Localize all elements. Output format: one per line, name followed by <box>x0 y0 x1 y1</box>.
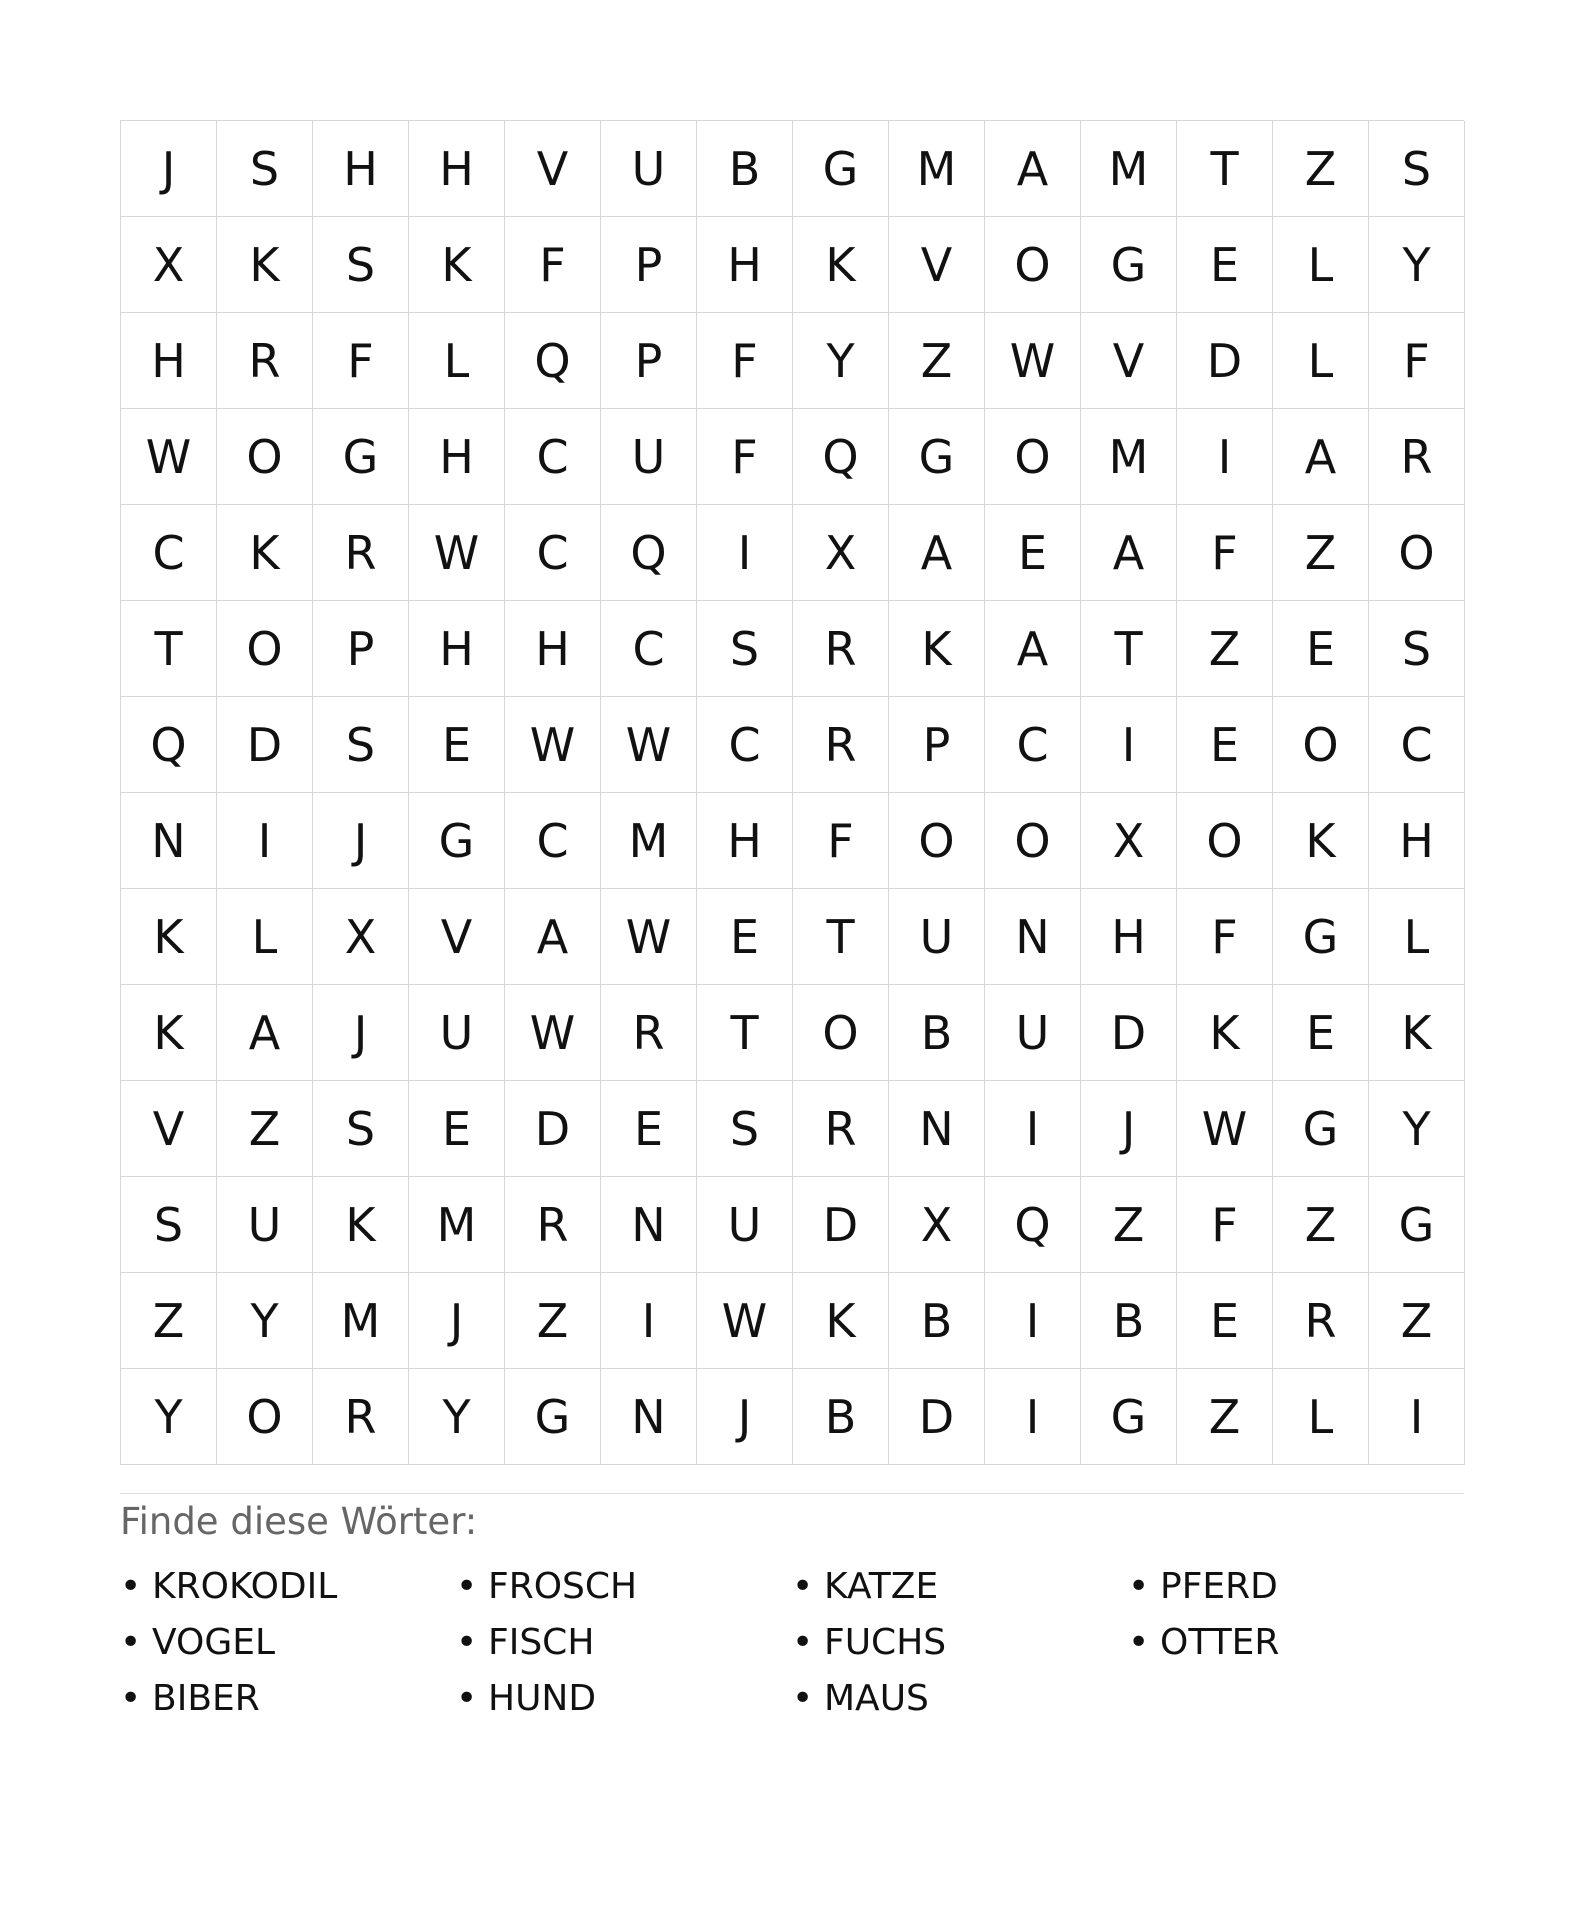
bullet: • <box>792 1621 814 1663</box>
grid-cell[interactable]: F <box>1177 505 1273 601</box>
grid-cell[interactable]: D <box>793 1177 889 1273</box>
grid-cell[interactable]: M <box>313 1273 409 1369</box>
grid-cell[interactable]: R <box>1273 1273 1369 1369</box>
grid-cell[interactable]: F <box>697 313 793 409</box>
grid-cell[interactable]: X <box>121 217 217 313</box>
grid-cell[interactable]: R <box>313 505 409 601</box>
grid-cell[interactable]: R <box>793 601 889 697</box>
grid-cell[interactable]: W <box>601 889 697 985</box>
grid-cell[interactable]: O <box>793 985 889 1081</box>
grid-cell[interactable]: R <box>793 697 889 793</box>
grid-cell[interactable]: F <box>1177 889 1273 985</box>
word-list-item <box>1128 1558 1464 1614</box>
grid-cell[interactable]: Q <box>601 505 697 601</box>
grid-cell[interactable]: O <box>217 409 313 505</box>
word-label: FISCH <box>488 1621 595 1663</box>
grid-cell[interactable]: X <box>793 505 889 601</box>
bullet: • <box>120 1677 142 1719</box>
grid-cell[interactable]: O <box>985 793 1081 889</box>
grid-cell[interactable]: O <box>985 409 1081 505</box>
word-label: OTTER <box>1160 1621 1280 1663</box>
grid-cell[interactable]: Y <box>409 1369 505 1465</box>
grid-cell[interactable]: Q <box>985 1177 1081 1273</box>
grid-cell[interactable]: I <box>217 793 313 889</box>
grid-cell[interactable]: K <box>1177 985 1273 1081</box>
grid-cell[interactable]: Y <box>793 313 889 409</box>
grid-cell[interactable]: Z <box>889 313 985 409</box>
grid-cell[interactable]: F <box>505 217 601 313</box>
grid-cell[interactable]: D <box>1081 985 1177 1081</box>
grid-cell[interactable]: L <box>217 889 313 985</box>
grid-cell[interactable]: U <box>409 985 505 1081</box>
grid-cell[interactable]: E <box>985 505 1081 601</box>
grid-cell[interactable]: Z <box>121 1273 217 1369</box>
grid-cell[interactable]: W <box>985 313 1081 409</box>
grid-cell[interactable]: K <box>793 1273 889 1369</box>
grid-cell[interactable]: J <box>697 1369 793 1465</box>
grid-cell[interactable]: H <box>409 601 505 697</box>
grid-cell[interactable]: P <box>601 313 697 409</box>
grid-cell[interactable]: I <box>601 1273 697 1369</box>
grid-cell[interactable]: X <box>1081 793 1177 889</box>
grid-cell[interactable]: D <box>1177 313 1273 409</box>
grid-cell[interactable]: K <box>121 889 217 985</box>
bullet: • <box>792 1565 814 1607</box>
grid-cell[interactable]: Y <box>121 1369 217 1465</box>
bullet: • <box>120 1565 142 1607</box>
grid-cell[interactable]: U <box>601 409 697 505</box>
grid-cell[interactable]: G <box>505 1369 601 1465</box>
grid-cell[interactable]: A <box>1081 505 1177 601</box>
grid-cell[interactable]: B <box>889 1273 985 1369</box>
grid-cell[interactable]: H <box>409 409 505 505</box>
grid-cell[interactable]: S <box>313 697 409 793</box>
grid-cell[interactable]: K <box>121 985 217 1081</box>
grid-cell[interactable]: C <box>121 505 217 601</box>
word-list-item <box>456 1558 792 1614</box>
grid-cell[interactable]: V <box>409 889 505 985</box>
grid-cell[interactable]: S <box>1369 121 1465 217</box>
grid-cell[interactable]: H <box>697 217 793 313</box>
grid-cell[interactable]: A <box>985 121 1081 217</box>
grid-cell[interactable]: Q <box>121 697 217 793</box>
word-label: KROKODIL <box>152 1565 338 1607</box>
grid-cell[interactable]: G <box>409 793 505 889</box>
grid-cell[interactable]: Y <box>1369 217 1465 313</box>
grid-cell[interactable]: O <box>889 793 985 889</box>
grid-cell[interactable]: V <box>889 217 985 313</box>
grid-cell[interactable]: R <box>217 313 313 409</box>
grid-cell[interactable]: Z <box>1273 1177 1369 1273</box>
word-list-item <box>456 1670 792 1726</box>
grid-cell[interactable]: N <box>601 1177 697 1273</box>
grid-cell[interactable]: K <box>313 1177 409 1273</box>
grid-cell[interactable]: H <box>1369 793 1465 889</box>
grid-cell[interactable]: J <box>1081 1081 1177 1177</box>
grid-cell[interactable]: G <box>1081 217 1177 313</box>
grid-cell[interactable]: G <box>889 409 985 505</box>
grid-cell[interactable]: F <box>1177 1177 1273 1273</box>
grid-cell[interactable]: B <box>889 985 985 1081</box>
grid-cell[interactable]: Z <box>1177 1369 1273 1465</box>
grid-cell[interactable]: D <box>217 697 313 793</box>
grid-cell[interactable]: F <box>697 409 793 505</box>
grid-cell[interactable]: K <box>217 505 313 601</box>
grid-cell[interactable]: K <box>793 217 889 313</box>
grid-cell[interactable]: F <box>793 793 889 889</box>
grid-cell[interactable]: I <box>1177 409 1273 505</box>
grid-cell[interactable]: C <box>601 601 697 697</box>
grid-cell[interactable]: Z <box>1177 601 1273 697</box>
grid-cell[interactable]: O <box>1369 505 1465 601</box>
grid-cell[interactable]: E <box>409 1081 505 1177</box>
word-list-item <box>120 1558 456 1614</box>
word-list-item <box>120 1670 456 1726</box>
grid-cell[interactable]: A <box>505 889 601 985</box>
grid-cell[interactable]: F <box>313 313 409 409</box>
grid-cell[interactable]: R <box>313 1369 409 1465</box>
grid-cell[interactable]: T <box>1081 601 1177 697</box>
grid-cell[interactable]: Z <box>505 1273 601 1369</box>
grid-cell[interactable]: L <box>1369 889 1465 985</box>
grid-cell[interactable]: Z <box>217 1081 313 1177</box>
word-list-item <box>456 1614 792 1670</box>
grid-cell[interactable]: H <box>1081 889 1177 985</box>
grid-cell[interactable]: T <box>121 601 217 697</box>
grid-cell[interactable]: O <box>217 601 313 697</box>
grid-cell[interactable]: G <box>313 409 409 505</box>
grid-cell[interactable]: B <box>697 121 793 217</box>
grid-cell[interactable]: C <box>1369 697 1465 793</box>
word-label: BIBER <box>152 1677 260 1719</box>
grid-cell[interactable]: W <box>121 409 217 505</box>
word-label: VOGEL <box>152 1621 276 1663</box>
grid-cell[interactable]: B <box>793 1369 889 1465</box>
grid-cell[interactable]: E <box>1273 601 1369 697</box>
word-list-item <box>792 1614 1128 1670</box>
grid-cell[interactable]: H <box>409 121 505 217</box>
word-list-heading: Finde diese Wörter: <box>120 1500 478 1543</box>
grid-cell[interactable]: M <box>889 121 985 217</box>
grid-cell[interactable]: L <box>1273 1369 1369 1465</box>
grid-cell[interactable]: Z <box>1081 1177 1177 1273</box>
grid-cell[interactable]: T <box>793 889 889 985</box>
grid-cell[interactable]: Z <box>1273 121 1369 217</box>
word-list <box>120 1558 1464 1726</box>
grid-cell[interactable]: K <box>1273 793 1369 889</box>
grid-cell[interactable]: U <box>889 889 985 985</box>
bullet: • <box>456 1677 478 1719</box>
grid-cell[interactable]: P <box>313 601 409 697</box>
grid-cell[interactable]: W <box>697 1273 793 1369</box>
word-list-item <box>792 1558 1128 1614</box>
grid-cell[interactable]: G <box>1081 1369 1177 1465</box>
word-label: MAUS <box>824 1677 929 1719</box>
grid-cell[interactable]: X <box>889 1177 985 1273</box>
grid-cell[interactable]: A <box>985 601 1081 697</box>
grid-cell[interactable]: O <box>985 217 1081 313</box>
grid-cell[interactable]: Z <box>1273 505 1369 601</box>
grid-cell[interactable]: U <box>985 985 1081 1081</box>
word-list-item <box>1128 1614 1464 1670</box>
grid-cell[interactable]: N <box>121 793 217 889</box>
grid-cell[interactable]: L <box>1273 217 1369 313</box>
grid-cell[interactable]: T <box>697 985 793 1081</box>
grid-cell[interactable]: U <box>217 1177 313 1273</box>
grid-cell[interactable]: Y <box>217 1273 313 1369</box>
grid-cell[interactable]: I <box>985 1273 1081 1369</box>
grid-cell[interactable]: H <box>313 121 409 217</box>
letter-grid <box>120 120 1464 1465</box>
grid-cell[interactable]: I <box>985 1369 1081 1465</box>
grid-cell[interactable]: W <box>505 985 601 1081</box>
grid-cell[interactable]: U <box>601 121 697 217</box>
word-label: FROSCH <box>488 1565 638 1607</box>
grid-cell[interactable]: N <box>889 1081 985 1177</box>
grid-cell[interactable]: Y <box>1369 1081 1465 1177</box>
word-search-puzzle <box>120 120 1464 1726</box>
grid-cell[interactable]: W <box>601 697 697 793</box>
grid-cell[interactable]: W <box>1177 1081 1273 1177</box>
grid-cell[interactable]: S <box>313 1081 409 1177</box>
grid-cell[interactable]: H <box>697 793 793 889</box>
grid-cell[interactable]: K <box>889 601 985 697</box>
grid-cell[interactable]: I <box>1369 1369 1465 1465</box>
grid-cell[interactable]: S <box>697 1081 793 1177</box>
bullet: • <box>1128 1565 1150 1607</box>
grid-cell[interactable]: V <box>1081 313 1177 409</box>
word-label: PFERD <box>1160 1565 1278 1607</box>
grid-cell[interactable]: P <box>601 217 697 313</box>
grid-cell[interactable]: E <box>1177 697 1273 793</box>
word-list-item <box>792 1670 1128 1726</box>
grid-cell[interactable]: Q <box>793 409 889 505</box>
grid-cell[interactable]: C <box>985 697 1081 793</box>
grid-cell[interactable]: C <box>505 409 601 505</box>
grid-cell[interactable]: O <box>1177 793 1273 889</box>
grid-cell[interactable]: C <box>505 505 601 601</box>
grid-cell[interactable]: K <box>217 217 313 313</box>
grid-cell[interactable]: H <box>505 601 601 697</box>
grid-cell[interactable]: S <box>697 601 793 697</box>
grid-cell[interactable]: G <box>1273 1081 1369 1177</box>
grid-cell[interactable]: G <box>793 121 889 217</box>
grid-cell[interactable]: F <box>1369 313 1465 409</box>
grid-cell[interactable]: N <box>601 1369 697 1465</box>
grid-cell[interactable]: E <box>1273 985 1369 1081</box>
grid-cell[interactable]: J <box>313 985 409 1081</box>
grid-cell[interactable]: S <box>217 121 313 217</box>
grid-cell[interactable]: R <box>601 985 697 1081</box>
grid-cell[interactable]: A <box>1273 409 1369 505</box>
grid-cell[interactable]: E <box>1177 1273 1273 1369</box>
grid-cell[interactable]: S <box>1369 601 1465 697</box>
grid-cell[interactable]: K <box>409 217 505 313</box>
grid-cell[interactable]: R <box>505 1177 601 1273</box>
grid-cell[interactable]: S <box>121 1177 217 1273</box>
grid-cell[interactable]: N <box>985 889 1081 985</box>
grid-cell[interactable]: H <box>121 313 217 409</box>
grid-cell[interactable]: M <box>409 1177 505 1273</box>
word-label: FUCHS <box>824 1621 947 1663</box>
grid-cell[interactable]: M <box>1081 121 1177 217</box>
grid-cell[interactable]: J <box>313 793 409 889</box>
grid-cell[interactable]: G <box>1273 889 1369 985</box>
grid-cell[interactable]: U <box>697 1177 793 1273</box>
grid-cell[interactable]: R <box>1369 409 1465 505</box>
grid-cell[interactable]: I <box>697 505 793 601</box>
grid-cell[interactable]: X <box>313 889 409 985</box>
bullet: • <box>456 1565 478 1607</box>
grid-cell[interactable]: Q <box>505 313 601 409</box>
grid-cell[interactable]: E <box>409 697 505 793</box>
grid-cell[interactable]: B <box>1081 1273 1177 1369</box>
bullet: • <box>1128 1621 1150 1663</box>
grid-cell[interactable]: L <box>409 313 505 409</box>
grid-cell[interactable]: L <box>1273 313 1369 409</box>
grid-cell[interactable]: W <box>409 505 505 601</box>
grid-cell[interactable]: T <box>1177 121 1273 217</box>
word-label: KATZE <box>824 1565 939 1607</box>
grid-cell[interactable]: E <box>1177 217 1273 313</box>
grid-cell[interactable]: V <box>121 1081 217 1177</box>
bullet: • <box>120 1621 142 1663</box>
grid-cell[interactable]: A <box>889 505 985 601</box>
grid-cell[interactable]: E <box>697 889 793 985</box>
word-list-item <box>120 1614 456 1670</box>
grid-cell[interactable]: A <box>217 985 313 1081</box>
grid-cell[interactable]: Z <box>1369 1273 1465 1369</box>
grid-cell[interactable]: D <box>889 1369 985 1465</box>
grid-cell[interactable]: V <box>505 121 601 217</box>
grid-cell[interactable]: M <box>601 793 697 889</box>
grid-cell[interactable]: M <box>1081 409 1177 505</box>
bullet: • <box>792 1677 814 1719</box>
grid-cell[interactable]: I <box>985 1081 1081 1177</box>
grid-cell[interactable]: J <box>121 121 217 217</box>
grid-cell[interactable]: G <box>1369 1177 1465 1273</box>
grid-cell[interactable]: D <box>505 1081 601 1177</box>
grid-cell[interactable]: E <box>601 1081 697 1177</box>
grid-cell[interactable]: C <box>505 793 601 889</box>
grid-cell[interactable]: O <box>217 1369 313 1465</box>
grid-cell[interactable]: C <box>697 697 793 793</box>
bullet: • <box>456 1621 478 1663</box>
grid-cell[interactable]: K <box>1369 985 1465 1081</box>
divider <box>120 1493 1464 1494</box>
word-label: HUND <box>488 1677 597 1719</box>
grid-cell[interactable]: R <box>793 1081 889 1177</box>
grid-cell[interactable]: W <box>505 697 601 793</box>
grid-cell[interactable]: J <box>409 1273 505 1369</box>
grid-cell[interactable]: P <box>889 697 985 793</box>
grid-cell[interactable]: I <box>1081 697 1177 793</box>
grid-cell[interactable]: O <box>1273 697 1369 793</box>
grid-cell[interactable]: S <box>313 217 409 313</box>
